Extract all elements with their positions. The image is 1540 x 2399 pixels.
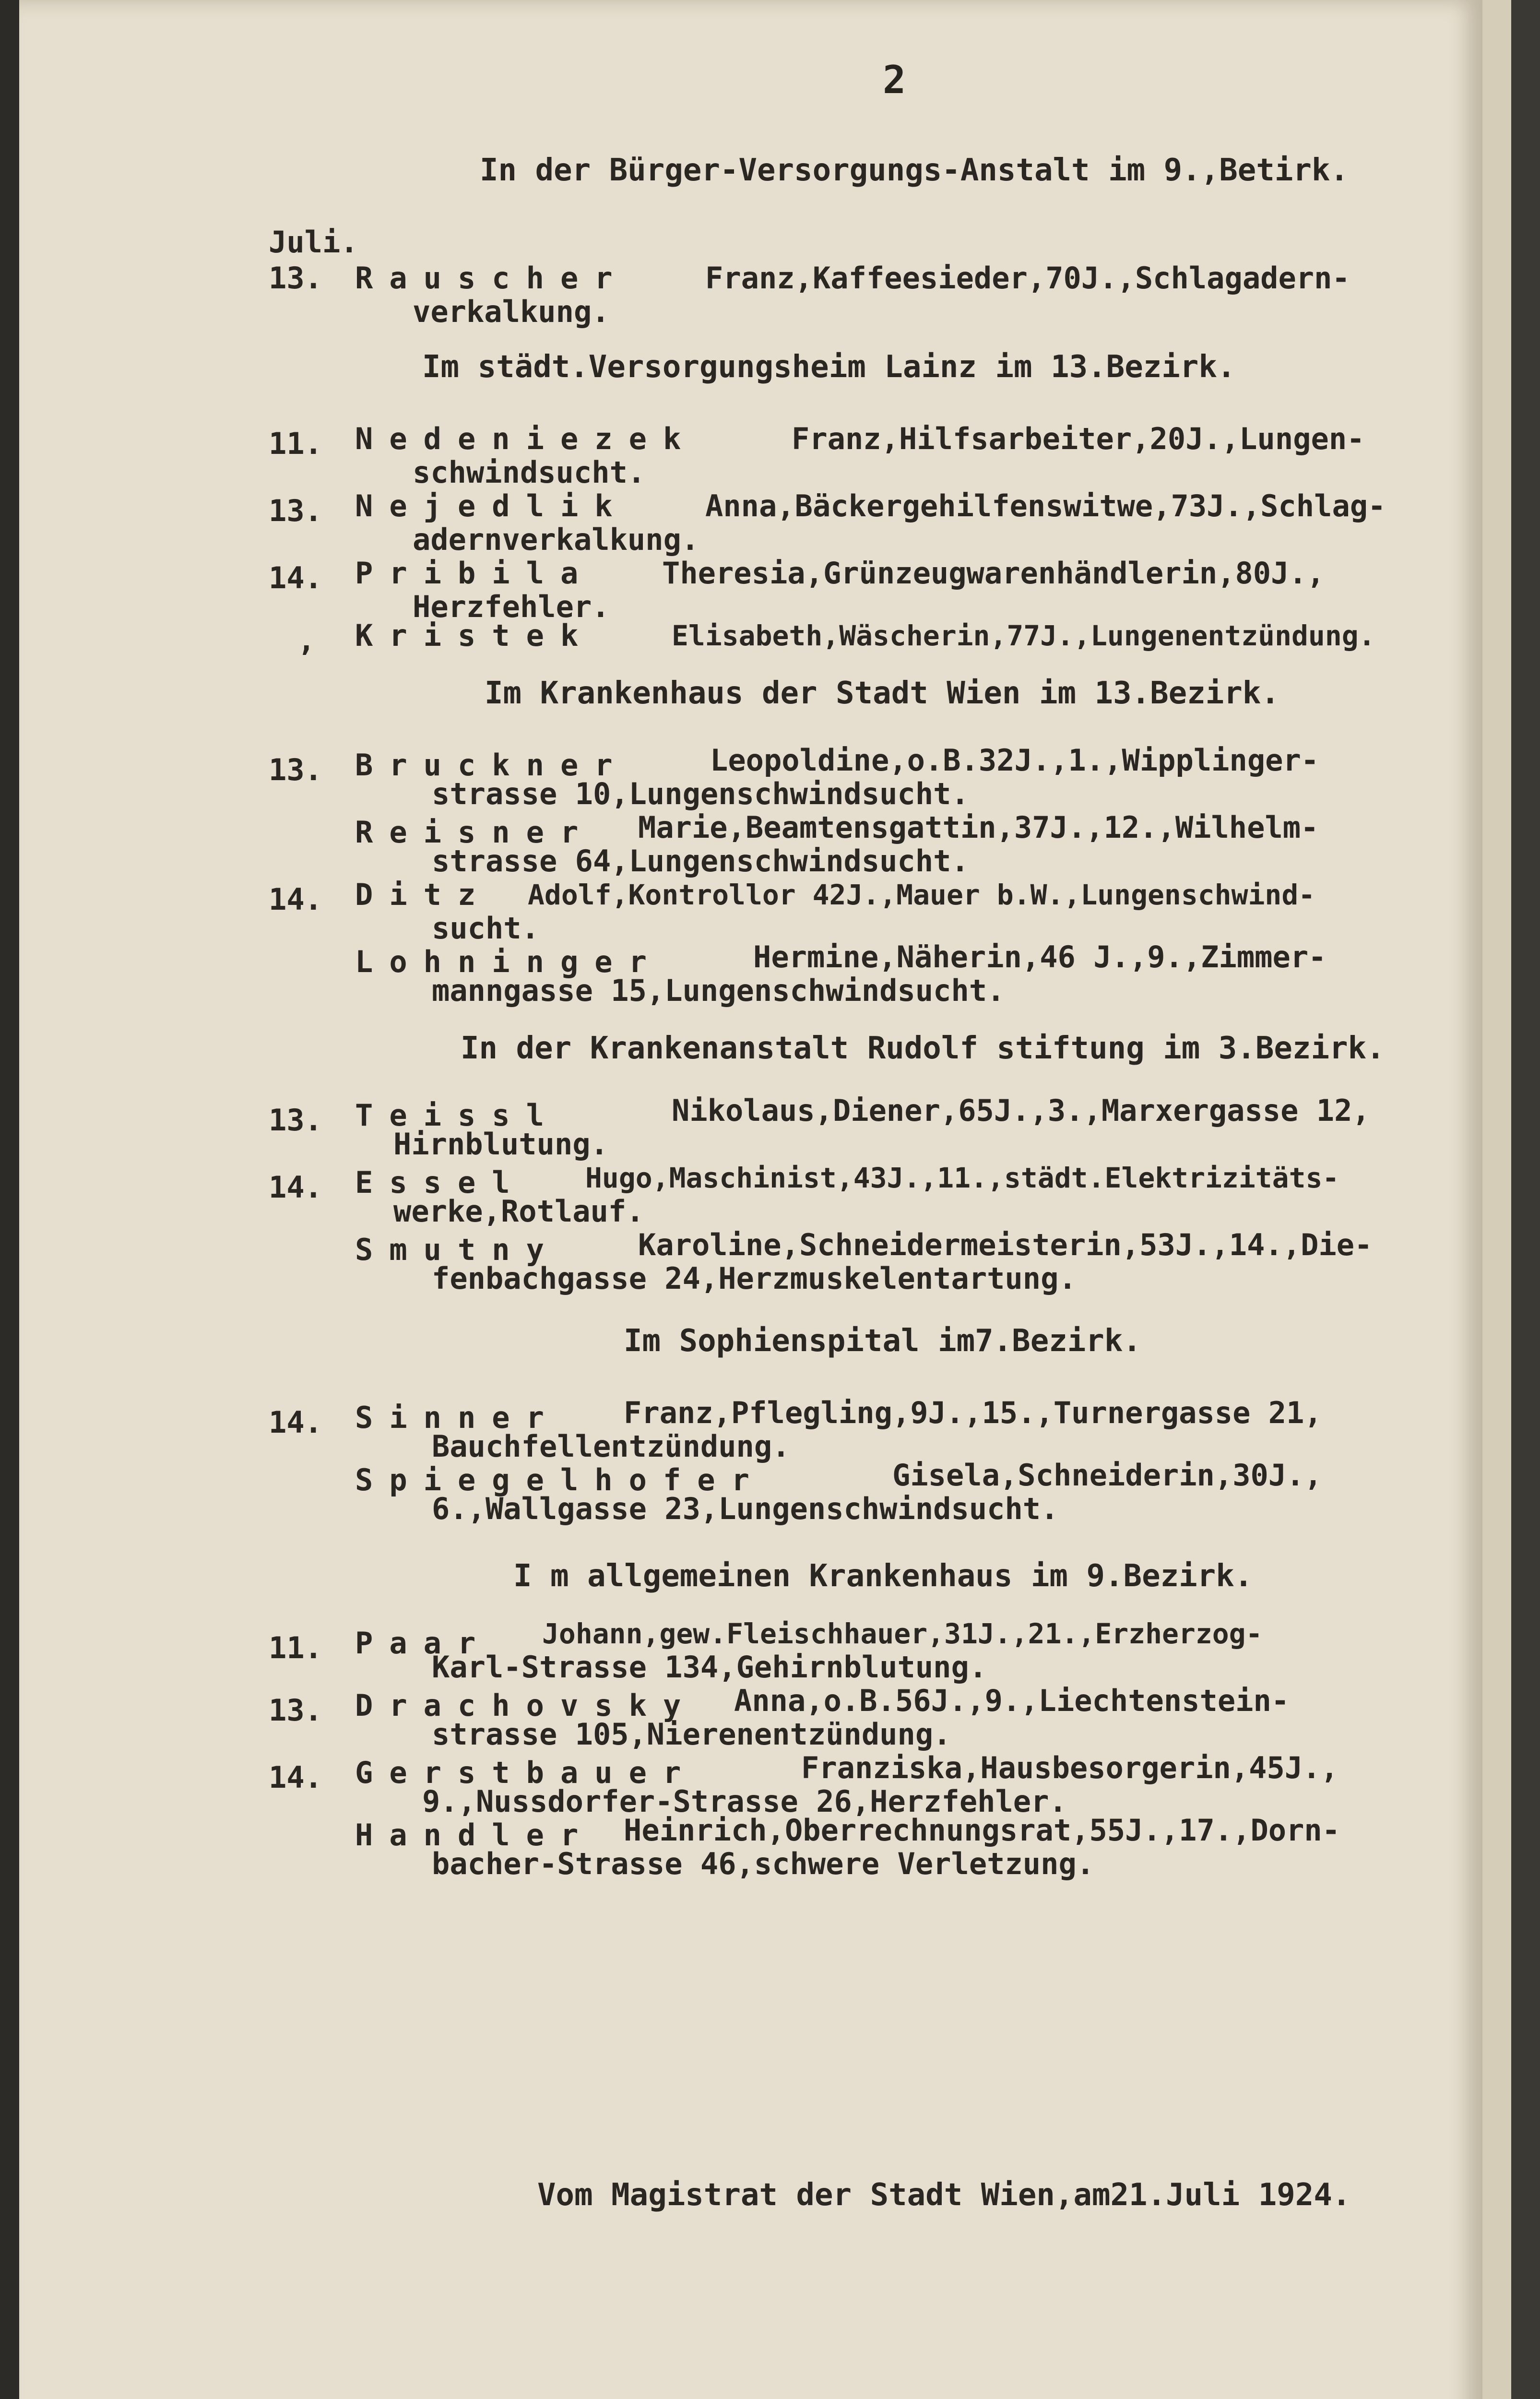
entry-day: 11. bbox=[269, 1630, 322, 1665]
entry-text: Heinrich,Oberrechnungsrat,55J.,17.,Dorn- bbox=[624, 1813, 1340, 1848]
section-heading: In der Krankenanstalt Rudolf stiftung im 3.Bezirk. bbox=[461, 1031, 1385, 1066]
entry-text: Hermine,Näherin,46 J.,9.,Zimmer- bbox=[753, 939, 1327, 974]
entry-text: Johann,gew.Fleischhauer,31J.,21.,Erzherzog- bbox=[542, 1617, 1263, 1650]
entry-day: 14. bbox=[269, 1760, 322, 1795]
entry-text: werke,Rotlauf. bbox=[393, 1194, 644, 1229]
entry-text: manngasse 15,Lungenschwindsucht. bbox=[432, 973, 1005, 1008]
entry-text: Hirnblutung. bbox=[393, 1127, 608, 1162]
entry-text: Franz,Kaffeesieder,70J.,Schlagadern- bbox=[705, 261, 1350, 296]
entry-text: Bauchfellentzündung. bbox=[432, 1429, 790, 1464]
entry-name: Sinner bbox=[355, 1400, 560, 1435]
entry-text: Elisabeth,Wäscherin,77J.,Lungenentzündung. bbox=[672, 619, 1375, 652]
entry-name: Bruckner bbox=[355, 748, 629, 783]
entry-text: Adolf,Kontrollor 42J.,Mauer b.W.,Lungenschwind- bbox=[528, 879, 1315, 911]
entry-text: schwindsucht. bbox=[413, 455, 646, 490]
entry-text: strasse 64,Lungenschwindsucht. bbox=[432, 843, 969, 879]
entry-text: 9.,Nussdorfer-Strasse 26,Herzfehler. bbox=[422, 1784, 1067, 1819]
entry-day: 11. bbox=[269, 426, 322, 461]
entry-name: Nejedlik bbox=[355, 488, 629, 523]
entry-name: Teissl bbox=[355, 1098, 560, 1133]
entry-text: 6.,Wallgasse 23,Lungenschwindsucht. bbox=[432, 1491, 1059, 1526]
section-heading: Im Krankenhaus der Stadt Wien im 13.Bezirk. bbox=[485, 676, 1279, 711]
entry-day: 13. bbox=[269, 261, 322, 296]
entry-text: adernverkalkung. bbox=[413, 522, 699, 557]
entry-text: Leopoldine,o.B.32J.,1.,Wipplinger- bbox=[710, 743, 1319, 778]
entry-name: Kristek bbox=[355, 618, 595, 653]
entry-day: 13. bbox=[269, 493, 322, 528]
entry-name: Lohninger bbox=[355, 944, 663, 979]
entry-day: 13. bbox=[269, 1103, 322, 1138]
entry-day: 13. bbox=[269, 1693, 322, 1728]
page-number: 2 bbox=[883, 58, 906, 102]
section-heading: Im Sophienspital im7.Bezirk. bbox=[624, 1323, 1141, 1359]
entry-text: Franz,Pflegling,9J.,15.,Turnergasse 21, bbox=[624, 1395, 1322, 1430]
entry-day: , bbox=[297, 623, 316, 658]
entry-text: fenbachgasse 24,Herzmuskelentartung. bbox=[432, 1261, 1077, 1296]
entry-name: Spiegelhofer bbox=[355, 1462, 766, 1497]
entry-text: sucht. bbox=[432, 911, 539, 946]
entry-text: Nikolaus,Diener,65J.,3.,Marxergasse 12, bbox=[672, 1093, 1370, 1128]
entry-text: Herzfehler. bbox=[413, 589, 610, 624]
entry-name: Reisner bbox=[355, 815, 595, 850]
entry-text: Anna,o.B.56J.,9.,Liechtenstein- bbox=[734, 1683, 1290, 1718]
section-heading: Im städt.Versorgungsheim Lainz im 13.Bezirk. bbox=[422, 349, 1236, 385]
entry-name: Paar bbox=[355, 1626, 492, 1661]
entry-name: Ditz bbox=[355, 877, 492, 912]
entry-name: Nedeniezek bbox=[355, 421, 698, 456]
scan-background bbox=[1511, 0, 1540, 2399]
entry-text: verkalkung. bbox=[413, 294, 610, 329]
entry-day: 13. bbox=[269, 752, 322, 787]
entry-text: Hugo,Maschinist,43J.,11.,städt.Elektrizitäts- bbox=[585, 1162, 1339, 1194]
adjacent-page-edge bbox=[1482, 0, 1511, 2399]
entry-text: Karoline,Schneidermeisterin,53J.,14.,Die- bbox=[638, 1227, 1373, 1262]
entry-text: Karl-Strasse 134,Gehirnblutung. bbox=[432, 1650, 987, 1685]
entry-day: 14. bbox=[269, 1405, 322, 1440]
entry-text: strasse 105,Nierenentzündung. bbox=[432, 1717, 951, 1752]
entry-name: Essel bbox=[355, 1165, 526, 1200]
entry-day: 14. bbox=[269, 1170, 322, 1205]
entry-name: Smutny bbox=[355, 1232, 560, 1267]
entry-text: Gisela,Schneiderin,30J., bbox=[892, 1458, 1322, 1493]
entry-name: Drachovsky bbox=[355, 1688, 698, 1723]
entry-name: Pribila bbox=[355, 556, 595, 591]
section-heading: In der Bürger-Versorgungs-Anstalt im 9.,Betirk. bbox=[480, 153, 1349, 188]
entry-text: strasse 10,Lungenschwindsucht. bbox=[432, 776, 969, 811]
month-label: Juli. bbox=[269, 225, 358, 260]
section-heading: I m allgemeinen Krankenhaus im 9.Bezirk. bbox=[513, 1558, 1253, 1594]
entry-text: bacher-Strasse 46,schwere Verletzung. bbox=[432, 1846, 1095, 1881]
entry-day: 14. bbox=[269, 882, 322, 917]
entry-name: Rauscher bbox=[355, 261, 629, 296]
signature-line: Vom Magistrat der Stadt Wien,am21.Juli 1924. bbox=[537, 2177, 1351, 2213]
entry-name: Handler bbox=[355, 1817, 595, 1853]
entry-text: Marie,Beamtensgattin,37J.,12.,Wilhelm- bbox=[638, 810, 1319, 845]
entry-text: Anna,Bäckergehilfenswitwe,73J.,Schlag- bbox=[705, 488, 1386, 523]
entry-day: 14. bbox=[269, 560, 322, 595]
entry-text: Franz,Hilfsarbeiter,20J.,Lungen- bbox=[792, 421, 1365, 456]
entry-name: Gerstbauer bbox=[355, 1755, 698, 1790]
entry-text: Franziska,Hausbesorgerin,45J., bbox=[801, 1750, 1339, 1785]
entry-text: Theresia,Grünzeugwarenhändlerin,80J., bbox=[662, 556, 1325, 591]
